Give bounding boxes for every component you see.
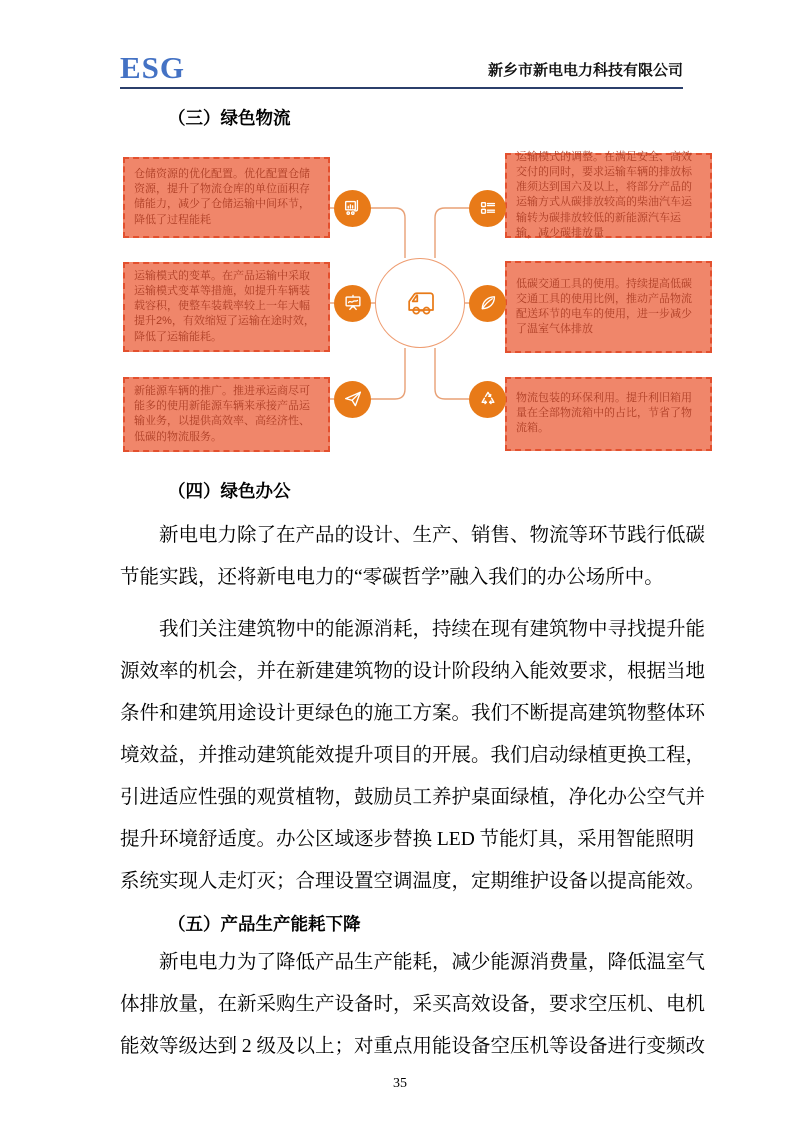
page-number: 35 <box>393 1075 407 1091</box>
paragraph-line: 新电电力为了降低产品生产能耗，减少能源消费量，降低温室气 <box>159 951 706 973</box>
leaf-icon <box>469 285 506 322</box>
diagram-box-warehouse-text: 仓储资源的优化配置。优化配置仓储资源，提升了物流仓库的单位面积存储能力，减少了仓储运输中间环节，降低了过程能耗 <box>134 168 310 226</box>
diagram-box-new-energy-vehicles <box>123 377 330 452</box>
diagram-box-transport-reform <box>123 262 330 352</box>
paragraph-line: 引进适应性强的观赏植物，鼓励员工养护桌面绿植，净化办公空气并 <box>120 786 706 808</box>
paragraph-line: 源效率的机会，并在新建建筑物的设计阶段纳入能效要求，根据当地 <box>120 660 706 682</box>
diagram-box-low-carbon-tools <box>505 261 712 353</box>
presentation-chart-icon <box>334 285 371 322</box>
paragraph-line: 提升环境舒适度。办公区域逐步替换 LED 节能灯具，采用智能照明 <box>120 828 695 850</box>
diagram-box-new-energy-vehicles-text: 新能源车辆的推广。推进承运商尽可能多的使用新能源车辆来承接产品运输业务，以提供高效率、高经济性、低碳的物流服务。 <box>134 385 310 443</box>
paragraph-line: 境效益，并推动建筑能效提升项目的开展。我们启动绿植更换工程， <box>120 744 706 766</box>
company-name: 新乡市新电电力科技有限公司 <box>487 61 683 79</box>
green-logistics-diagram <box>0 150 800 462</box>
paragraph-line: 条件和建筑用途设计更绿色的施工方案。我们不断提高建筑物整体环 <box>120 702 706 724</box>
diagram-box-transport-reform-text: 运输模式的变革。在产品运输中采取运输模式变革等措施，如提升车辆装载容积，使整车装载率较上一年大幅提升2%，有效缩短了运输在途时效，降低了运输能耗。 <box>134 269 315 343</box>
diagram-box-low-carbon-tools-text: 低碳交通工具的使用。持续提高低碳交通工具的使用比例，推动产品物流配送环节的电车的使用，进一步减少了温室气体排放 <box>516 277 692 336</box>
diagram-box-eco-packaging <box>505 377 712 451</box>
section5-title: （五）产品生产能耗下降 <box>168 913 361 934</box>
paragraph-line: 能效等级达到 2 级及以上；对重点用能设备空压机等设备进行变频改 <box>120 1035 706 1057</box>
esg-logo: ESG <box>120 50 186 85</box>
diagram-box-warehouse <box>123 157 330 238</box>
diagram-box-eco-packaging-text: 物流包装的环保利用。提升利旧箱用量在全部物流箱中的占比，节省了物流箱。 <box>516 392 692 435</box>
section5-body <box>120 942 706 1068</box>
paragraph-line: 系统实现人走灯灭；合理设置空调温度，定期维护设备以提高能效。 <box>120 870 706 892</box>
section3-title: （三）绿色物流 <box>168 107 291 128</box>
checklist-icon <box>469 190 506 227</box>
diagram-box-transport-adjust-text: 运输模式的调整。在满足安全、高效交付的同时，要求运输车辆的排放标准须达到国六及以上，将部分产品的运输方式从碳排放较高的柴油汽车运输转为碳排放较低的新能源汽车运输，减少碳排放量 <box>516 150 692 239</box>
cart-chart-icon <box>334 190 371 227</box>
paragraph-line: 体排放量，在新采购生产设备时，采买高效设备，要求空压机、电机 <box>120 993 706 1015</box>
paper-plane-icon <box>334 381 371 418</box>
recycle-icon <box>469 381 506 418</box>
diagram-box-transport-adjust <box>505 150 712 239</box>
paragraph-line: 节能实践，还将新电电力的“零碳哲学”融入我们的办公场所中。 <box>120 566 664 588</box>
page-header <box>120 50 683 89</box>
truck-icon <box>375 258 465 348</box>
paragraph-line: 新电电力除了在产品的设计、生产、销售、物流等环节践行低碳 <box>159 524 706 546</box>
section4-body <box>120 515 706 903</box>
section4-title: （四）绿色办公 <box>168 480 291 501</box>
paragraph-line: 我们关注建筑物中的能源消耗，持续在现有建筑物中寻找提升能 <box>159 618 706 640</box>
